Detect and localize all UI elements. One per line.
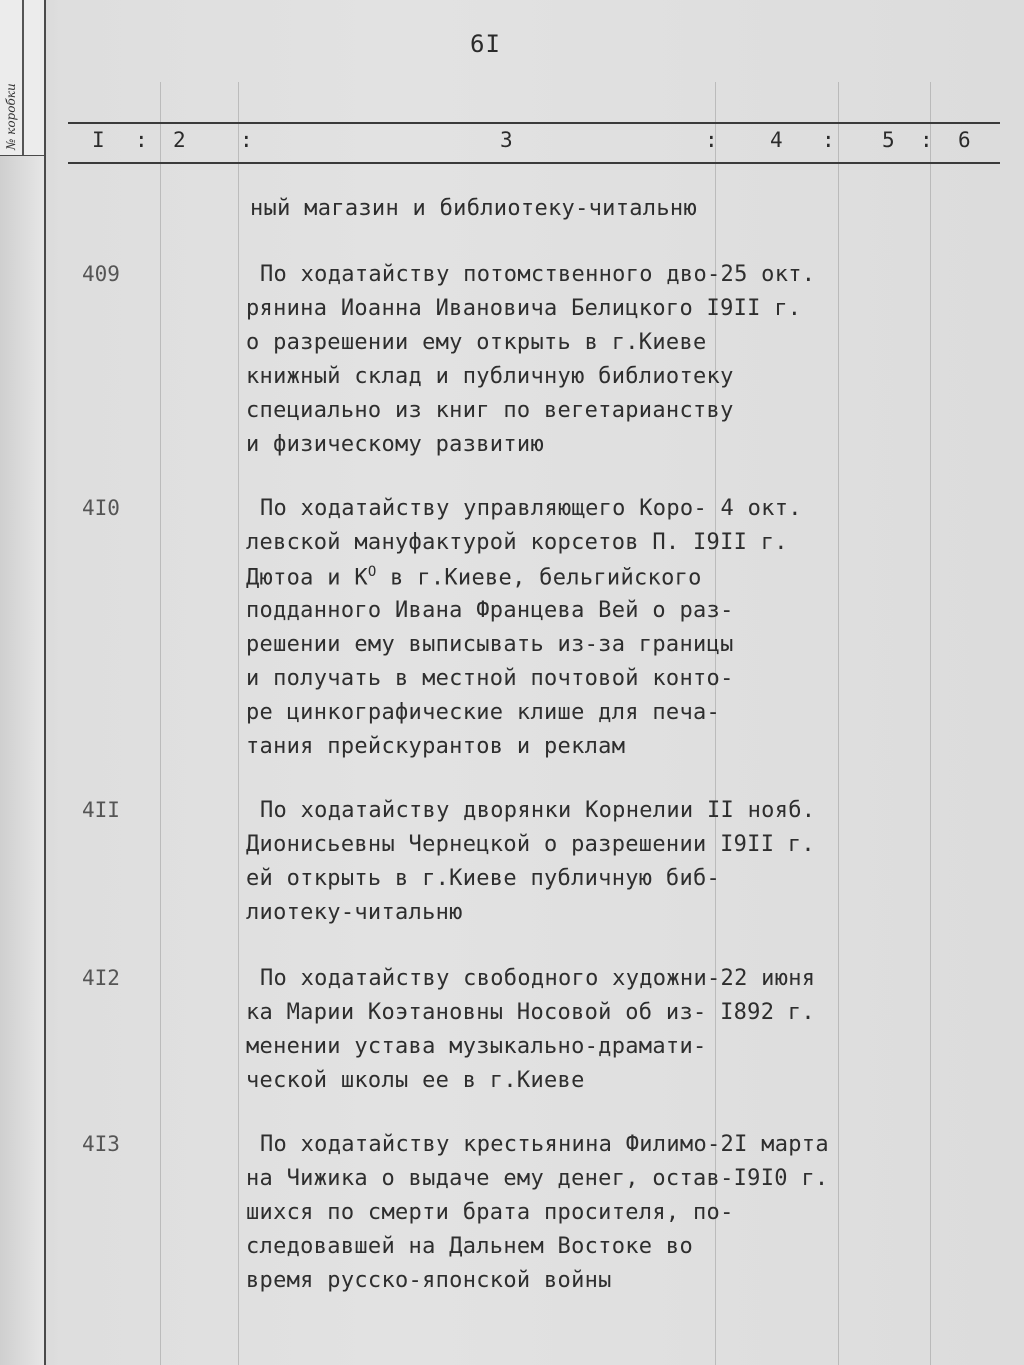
entry-line: левской мануфактурой корсетов П. I9II г. bbox=[246, 530, 788, 555]
binding-divider bbox=[22, 0, 24, 155]
entry-line: на Чижика о выдаче ему денег, остав-I9I0 г. bbox=[246, 1166, 829, 1191]
entry-line: решении ему выписывать из-за границы bbox=[246, 632, 734, 657]
entry-line: ре цинкографические клише для печа- bbox=[246, 700, 721, 725]
entry-line: По ходатайству свободного художни-22 июня bbox=[260, 966, 816, 991]
entry-line: о разрешении ему открыть в г.Киеве bbox=[246, 330, 707, 355]
box-number-label: № коробки bbox=[4, 83, 18, 150]
entry-line: ка Марии Коэтановны Носовой об из- I892 г. bbox=[246, 1000, 815, 1025]
entry-line: Дионисьевны Чернецкой о разрешении I9II г. bbox=[246, 832, 815, 857]
entry-line bbox=[246, 564, 702, 590]
column-separator: : bbox=[135, 128, 148, 152]
column-rule bbox=[838, 82, 839, 1365]
entry-line: По ходатайству дворянки Корнелии II нояб. bbox=[260, 798, 816, 823]
entry-line: ческой школы ее в г.Киеве bbox=[246, 1068, 585, 1093]
binding-strip bbox=[0, 0, 46, 1365]
entry-line: время русско-японской войны bbox=[246, 1268, 612, 1293]
entry-number: 4I0 bbox=[82, 496, 120, 520]
column-rule bbox=[160, 82, 161, 1365]
entry-line: менении устава музыкально-драмати- bbox=[246, 1034, 707, 1059]
entry-line: По ходатайству крестьянина Филимо-2I марта bbox=[260, 1132, 829, 1157]
column-header-2: 2 bbox=[173, 128, 186, 152]
column-header-1: I bbox=[92, 128, 105, 152]
column-rule bbox=[930, 82, 931, 1365]
entry-line: книжный склад и публичную библиотеку bbox=[246, 364, 734, 389]
entry-number: 4I3 bbox=[82, 1132, 120, 1156]
entry-line: По ходатайству потомственного дво-25 окт. bbox=[260, 262, 816, 287]
column-separator: : bbox=[240, 128, 253, 152]
column-header-5: 5 bbox=[882, 128, 895, 152]
entry-line: тания прейскурантов и реклам bbox=[246, 734, 626, 759]
company-superscript: О bbox=[367, 564, 377, 580]
column-separator: : bbox=[822, 128, 835, 152]
entry-number: 4II bbox=[82, 798, 120, 822]
entry-number: 409 bbox=[82, 262, 120, 286]
entry-line: рянина Иоанна Ивановича Белицкого I9II г. bbox=[246, 296, 802, 321]
continuation-line: ный магазин и библиотеку-читальню bbox=[250, 196, 697, 221]
entry-number: 4I2 bbox=[82, 966, 120, 990]
entry-line-rest: в г.Киеве, бельгийского bbox=[376, 565, 702, 591]
entry-line: ей открыть в г.Киеве публичную биб- bbox=[246, 866, 721, 891]
entry-line-start: Дютоа и К bbox=[246, 565, 368, 591]
entry-line: По ходатайству управляющего Коро- 4 окт. bbox=[260, 496, 802, 521]
column-separator: : bbox=[920, 128, 933, 152]
entry-line: и физическому развитию bbox=[246, 432, 544, 457]
column-header-6: 6 bbox=[958, 128, 971, 152]
entry-line: подданного Ивана Францева Вей о раз- bbox=[246, 598, 734, 623]
column-header-3: 3 bbox=[500, 128, 513, 152]
entry-line: следовавшей на Дальнем Востоке во bbox=[246, 1234, 693, 1259]
header-top-rule bbox=[68, 122, 1000, 124]
column-header-4: 4 bbox=[770, 128, 783, 152]
header-bottom-rule bbox=[68, 162, 1000, 164]
entry-line: лиотеку-читальню bbox=[246, 900, 463, 925]
entry-line: шихся по смерти брата просителя, по- bbox=[246, 1200, 734, 1225]
column-rule bbox=[238, 82, 239, 1365]
page-number: 6I bbox=[470, 30, 501, 58]
entry-line: специально из книг по вегетарианству bbox=[246, 398, 734, 423]
column-separator: : bbox=[705, 128, 718, 152]
entry-line: и получать в местной почтовой конто- bbox=[246, 666, 734, 691]
